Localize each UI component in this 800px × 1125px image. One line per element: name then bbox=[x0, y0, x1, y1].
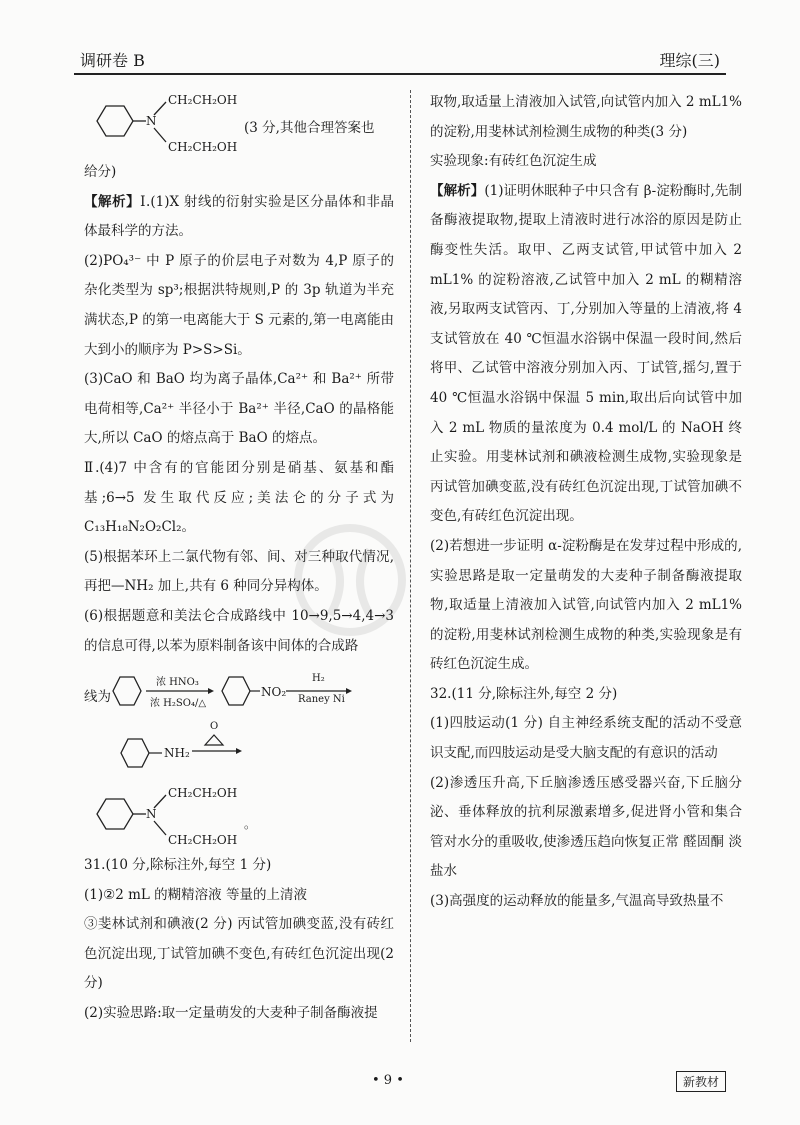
analysis-3: (3)CaO 和 BaO 均为离子晶体,Ca²⁺ 和 Ba²⁺ 所带电荷相等,Ca²⁺ 半径小于 Ba²⁺ 半径,CaO 的晶格能大,所以 CaO 的熔点高于 BaO 的熔点。 bbox=[84, 371, 394, 447]
synthesis-scheme-2 bbox=[84, 721, 394, 781]
question-31: 31.(10 分,除标注外,每空 1 分) bbox=[84, 857, 272, 874]
bottom-group: CH₂CH₂OH bbox=[168, 140, 238, 154]
right-column bbox=[430, 88, 742, 917]
analysis-31-2: (2)若想进一步证明 α-淀粉酶是在发芽过程中形成的,实验思路是取一定量萌发的大麦种子制备酶液提取物,取适量上清液加入试管,向试管内加入 2 mL1% 的淀粉,用斐林试剂检测生成物的种类,实验现象是有砖红色沉淀生成。 bbox=[430, 537, 742, 673]
structure-1 bbox=[84, 88, 394, 158]
analysis-2: (2)PO₄³⁻ 中 P 原子的价层电子对数为 4,P 原子的杂化类型为 sp³;根据洪特规则,P 的 3p 轨道为半充满状态,P 的第一电离能大于 S 元素的,第一电离能由大到小的顺序为 P>S>Si。 bbox=[84, 252, 394, 358]
synthesis-scheme-1 bbox=[84, 661, 394, 721]
question-32: 32.(11 分,除标注外,每空 2 分) bbox=[430, 685, 618, 702]
edition-badge: 新教材 bbox=[676, 1071, 726, 1092]
nitrogen-label: N bbox=[146, 807, 157, 822]
page-footer bbox=[0, 1073, 800, 1103]
bottom-group: CH₂CH₂OH bbox=[168, 833, 238, 848]
header-left: 调研卷 B bbox=[80, 51, 145, 70]
structure-2 bbox=[84, 781, 394, 851]
analysis-31-1: (1)证明休眠种子中只含有 β-淀粉酶时,先制备酶液提取物,提取上清液时进行冰浴的原因是防止酶变性失活。取甲、乙两支试管,甲试管中加入 2 mL1% 的淀粉溶液,乙试管中加入 2 mL 的糊精溶液,另取两支试管丙、丁,分别加入等量的上清液,将 4 支试管放在 40 ℃恒温水浴锅中保温一段时间,然后将甲、乙试管中溶液分别加入丙、丁试管,摇匀,置于 40 ℃恒温水浴锅中保温 5 min,取出后向试管中加入 2 mL 物质的量浓度为 0.4 mol/L 的 NaOH 终止实验。用斐林试剂和碘液检测生成物,实验现象是丙试管加碘变蓝,没有砖红色沉淀出现,丁试管加碘不变色,有砖红色沉淀出现。 bbox=[430, 182, 743, 525]
benzene-ring-icon bbox=[84, 88, 174, 158]
scheme-1-drawing bbox=[84, 661, 384, 721]
header-rule bbox=[74, 73, 726, 75]
header-right: 理综(三) bbox=[659, 51, 720, 70]
benzene-ring-icon bbox=[84, 781, 174, 851]
analysis-label: 【解析】 bbox=[430, 182, 485, 199]
analysis-5: (5)根据苯环上二氯代物有邻、间、对三种取代情况,再把—NH₂ 加上,共有 6 种同分异构体。 bbox=[84, 548, 394, 595]
analysis-1: Ⅰ.(1)X 射线的衍射实验是区分晶体和非晶体最科学的方法。 bbox=[84, 193, 394, 240]
analysis-label: 【解析】 bbox=[84, 193, 141, 210]
scheme-prefix: 线为 bbox=[84, 689, 111, 706]
reagent-top: 浓 HNO₃ bbox=[156, 677, 199, 689]
q31-part2: ③斐林试剂和碘液(2 分) 丙试管加碘变蓝,没有砖红色沉淀出现,丁试管加碘不变色,有砖红色沉淀出现(2 分) bbox=[84, 916, 394, 992]
score-note: (3 分,其他合理答案也 bbox=[244, 120, 375, 136]
reagent-bottom: 浓 H₂SO₄/△ bbox=[150, 698, 207, 710]
page-number: • 9 • bbox=[372, 1073, 404, 1088]
q31-part3: (2)实验思路:取一定量萌发的大麦种子制备酶液提 bbox=[84, 1005, 378, 1022]
q31-part1: (1)②2 mL 的糊精溶液 等量的上清液 bbox=[84, 886, 307, 903]
amino-group: NH₂ bbox=[164, 746, 190, 761]
give-score: 给分) bbox=[84, 164, 117, 180]
phenomenon: 实验现象:有砖红色沉淀生成 bbox=[430, 153, 597, 170]
watermark-logo-icon bbox=[290, 520, 410, 640]
h2-reagent: H₂ bbox=[312, 673, 325, 685]
top-group: CH₂CH₂OH bbox=[168, 93, 238, 107]
analysis-6: (6)根据题意和美法仑合成路线中 10→9,5→4,4→3 的信息可得,以苯为原料制备该中间体的合成路 bbox=[84, 607, 394, 654]
raney-ni: Raney Ni bbox=[298, 694, 345, 706]
column-divider bbox=[410, 90, 411, 1042]
q32-part1: (1)四肢运动(1 分) 自主神经系统支配的活动不受意识支配,而四肢运动是受大脑支配的有意识的活动 bbox=[430, 715, 742, 762]
q32-part3: (3)高强度的运动释放的能量多,气温高导致热量不 bbox=[430, 893, 724, 910]
analysis-4: Ⅱ.(4)7 中含有的官能团分别是硝基、氨基和酯基;6→5 发生取代反应;美法仑的分子式为 C₁₃H₁₈N₂O₂Cl₂。 bbox=[84, 459, 394, 536]
q32-part2: (2)渗透压升高,下丘脑渗透压感受器兴奋,下丘脑分泌、垂体释放的抗利尿激素增多,促进肾小管和集合管对水分的重吸收,使渗透压趋向恢复正常 醛固酮 淡盐水 bbox=[430, 774, 742, 880]
nitro-group: NO₂ bbox=[261, 685, 287, 700]
nitrogen-label: N bbox=[146, 114, 157, 128]
top-group: CH₂CH₂OH bbox=[168, 786, 238, 801]
epoxide-o: O bbox=[210, 721, 219, 733]
page-header bbox=[74, 44, 726, 74]
continued-answer: 取物,取适量上清液加入试管,向试管内加入 2 mL1% 的淀粉,用斐林试剂检测生成物的种类(3 分) bbox=[430, 94, 742, 140]
period: 。 bbox=[244, 817, 257, 832]
